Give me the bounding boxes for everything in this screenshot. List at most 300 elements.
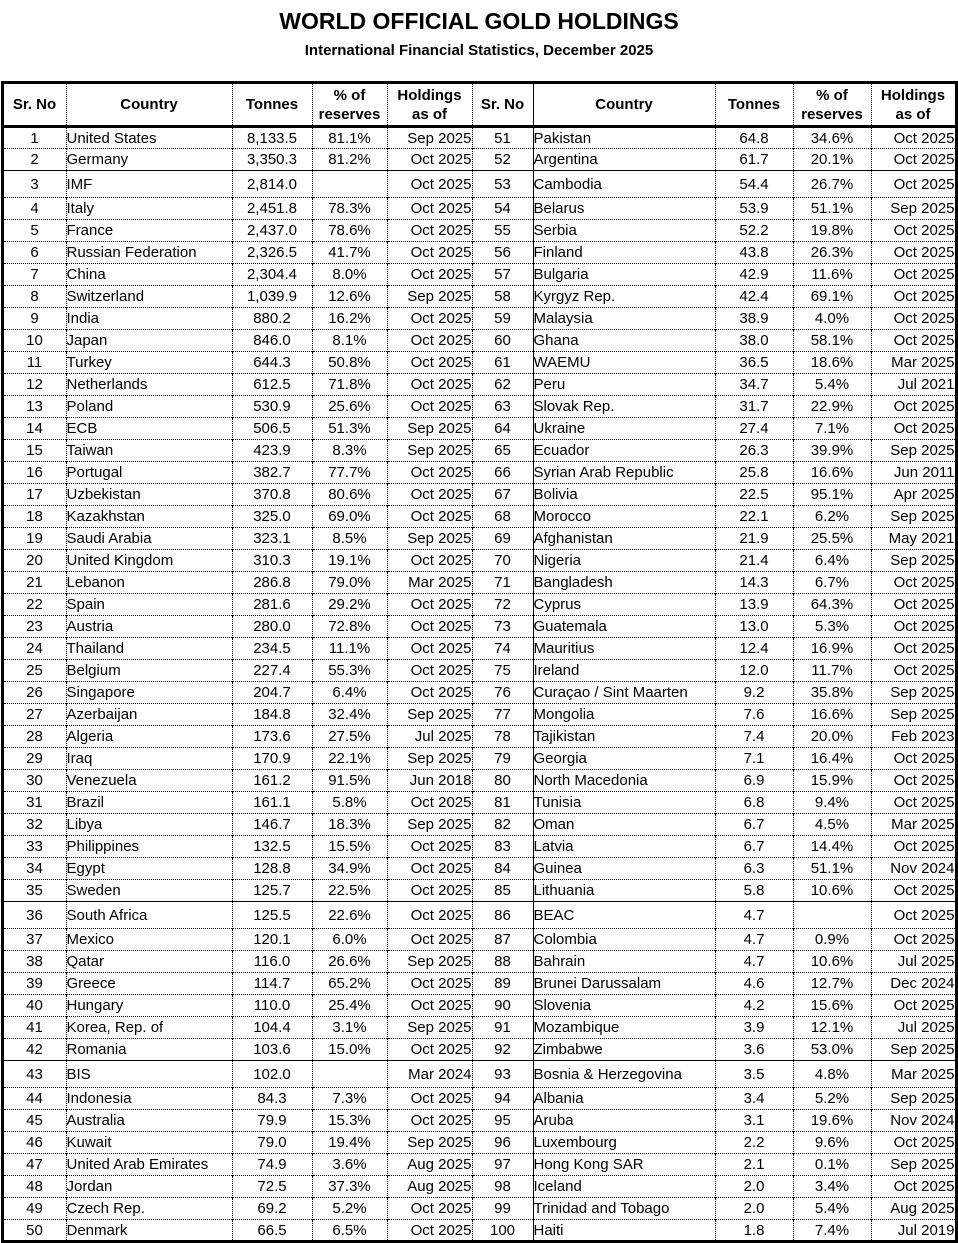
country-cell: Azerbaijan [66, 704, 232, 726]
as-of-cell: Aug 2025 [387, 1154, 472, 1176]
country-cell: Afghanistan [533, 528, 715, 550]
pct-reserves-cell: 69.0% [312, 506, 387, 528]
tonnes-cell: 132.5 [232, 836, 312, 858]
pct-reserves-cell: 77.7% [312, 462, 387, 484]
pct-reserves-cell: 72.8% [312, 616, 387, 638]
as-of-cell: Oct 2025 [871, 770, 956, 792]
pct-reserves-cell [793, 902, 871, 929]
sr-no-cell: 89 [472, 973, 533, 995]
tonnes-cell: 3.9 [715, 1017, 793, 1039]
country-cell: Georgia [533, 748, 715, 770]
as-of-cell: Oct 2025 [871, 127, 956, 149]
pct-reserves-cell: 7.3% [312, 1088, 387, 1110]
as-of-cell: Jul 2025 [871, 951, 956, 973]
country-cell: Aruba [533, 1110, 715, 1132]
pct-reserves-cell: 6.5% [312, 1220, 387, 1242]
as-of-cell: Mar 2025 [871, 352, 956, 374]
tonnes-cell: 12.0 [715, 660, 793, 682]
tonnes-cell: 26.3 [715, 440, 793, 462]
pct-reserves-cell: 10.6% [793, 951, 871, 973]
table-row [2, 572, 956, 594]
tonnes-cell: 6.7 [715, 836, 793, 858]
sr-no-cell: 30 [2, 770, 66, 792]
header-country-left [66, 83, 232, 127]
pct-reserves-cell: 15.6% [793, 995, 871, 1017]
as-of-cell: Nov 2024 [871, 1110, 956, 1132]
as-of-cell: Oct 2025 [871, 286, 956, 308]
sr-no-cell: 13 [2, 396, 66, 418]
sr-no-cell: 97 [472, 1154, 533, 1176]
sr-no-cell: 72 [472, 594, 533, 616]
table-row [2, 1198, 956, 1220]
country-cell: Trinidad and Tobago [533, 1198, 715, 1220]
tonnes-cell: 184.8 [232, 704, 312, 726]
as-of-cell: Oct 2025 [871, 880, 956, 902]
pct-reserves-cell: 6.0% [312, 929, 387, 951]
as-of-cell: Oct 2025 [387, 308, 472, 330]
country-cell: Guatemala [533, 616, 715, 638]
header-pct-reserves-right [793, 83, 871, 127]
as-of-cell: Sep 2025 [387, 814, 472, 836]
country-cell: India [66, 308, 232, 330]
as-of-cell: Oct 2025 [387, 330, 472, 352]
sr-no-cell: 92 [472, 1039, 533, 1061]
pct-reserves-cell: 16.4% [793, 748, 871, 770]
sr-no-cell: 93 [472, 1061, 533, 1088]
pct-reserves-cell: 7.1% [793, 418, 871, 440]
pct-reserves-cell: 4.0% [793, 308, 871, 330]
table-row [2, 374, 956, 396]
sr-no-cell: 98 [472, 1176, 533, 1198]
pct-reserves-cell: 69.1% [793, 286, 871, 308]
sr-no-cell: 100 [472, 1220, 533, 1242]
table-row [2, 1132, 956, 1154]
country-cell: Mexico [66, 929, 232, 951]
country-cell: Tunisia [533, 792, 715, 814]
table-row [2, 638, 956, 660]
as-of-cell: Oct 2025 [871, 418, 956, 440]
pct-reserves-cell: 65.2% [312, 973, 387, 995]
table-row [2, 902, 956, 929]
sr-no-cell: 40 [2, 995, 66, 1017]
country-cell: Zimbabwe [533, 1039, 715, 1061]
as-of-cell: Sep 2025 [871, 440, 956, 462]
country-cell: Korea, Rep. of [66, 1017, 232, 1039]
header-label: as of [411, 105, 447, 123]
pct-reserves-cell: 81.1% [312, 127, 387, 149]
country-cell: Luxembourg [533, 1132, 715, 1154]
country-cell: Qatar [66, 951, 232, 973]
sr-no-cell: 21 [2, 572, 66, 594]
as-of-cell: Oct 2025 [387, 1198, 472, 1220]
tonnes-cell: 6.8 [715, 792, 793, 814]
pct-reserves-cell: 11.6% [793, 264, 871, 286]
sr-no-cell: 4 [2, 198, 66, 220]
sr-no-cell: 84 [472, 858, 533, 880]
as-of-cell: Oct 2025 [387, 198, 472, 220]
tonnes-cell: 3.6 [715, 1039, 793, 1061]
pct-reserves-cell: 5.2% [312, 1198, 387, 1220]
tonnes-cell: 8,133.5 [232, 127, 312, 149]
sr-no-cell: 9 [2, 308, 66, 330]
country-cell: Syrian Arab Republic [533, 462, 715, 484]
sr-no-cell: 61 [472, 352, 533, 374]
country-cell: Germany [66, 149, 232, 171]
tonnes-cell: 2.0 [715, 1198, 793, 1220]
header-label: Holdings [397, 86, 462, 104]
sr-no-cell: 33 [2, 836, 66, 858]
as-of-cell: Oct 2025 [387, 616, 472, 638]
tonnes-cell: 2,437.0 [232, 220, 312, 242]
sr-no-cell: 54 [472, 198, 533, 220]
sr-no-cell: 24 [2, 638, 66, 660]
country-cell: Latvia [533, 836, 715, 858]
tonnes-cell: 42.9 [715, 264, 793, 286]
tonnes-cell: 6.9 [715, 770, 793, 792]
country-cell: BEAC [533, 902, 715, 929]
tonnes-cell: 161.1 [232, 792, 312, 814]
as-of-cell: Jul 2019 [871, 1220, 956, 1242]
country-cell: Mozambique [533, 1017, 715, 1039]
country-cell: Taiwan [66, 440, 232, 462]
table-row [2, 1039, 956, 1061]
tonnes-cell: 1.8 [715, 1220, 793, 1242]
pct-reserves-cell: 5.4% [793, 1198, 871, 1220]
country-cell: Bolivia [533, 484, 715, 506]
pct-reserves-cell: 55.3% [312, 660, 387, 682]
table-row [2, 149, 956, 171]
country-cell: Malaysia [533, 308, 715, 330]
tonnes-cell: 114.7 [232, 973, 312, 995]
sr-no-cell: 6 [2, 242, 66, 264]
as-of-cell: Oct 2025 [387, 995, 472, 1017]
sr-no-cell: 10 [2, 330, 66, 352]
country-cell: Japan [66, 330, 232, 352]
table-row [2, 286, 956, 308]
country-cell: Curaçao / Sint Maarten [533, 682, 715, 704]
sr-no-cell: 99 [472, 1198, 533, 1220]
as-of-cell: Oct 2025 [871, 242, 956, 264]
tonnes-cell: 612.5 [232, 374, 312, 396]
pct-reserves-cell: 12.6% [312, 286, 387, 308]
as-of-cell: Oct 2025 [387, 1039, 472, 1061]
tonnes-cell: 370.8 [232, 484, 312, 506]
as-of-cell: Oct 2025 [387, 374, 472, 396]
as-of-cell: Oct 2025 [871, 792, 956, 814]
pct-reserves-cell: 16.6% [793, 704, 871, 726]
sr-no-cell: 1 [2, 127, 66, 149]
pct-reserves-cell: 20.1% [793, 149, 871, 171]
tonnes-cell: 281.6 [232, 594, 312, 616]
pct-reserves-cell: 6.4% [312, 682, 387, 704]
tonnes-cell: 22.1 [715, 506, 793, 528]
as-of-cell: Sep 2025 [387, 440, 472, 462]
sr-no-cell: 88 [472, 951, 533, 973]
tonnes-cell: 79.0 [232, 1132, 312, 1154]
header-label: Tonnes [245, 96, 299, 113]
table-row [2, 440, 956, 462]
pct-reserves-cell: 4.8% [793, 1061, 871, 1088]
sr-no-cell: 62 [472, 374, 533, 396]
pct-reserves-cell: 81.2% [312, 149, 387, 171]
pct-reserves-cell: 15.0% [312, 1039, 387, 1061]
table-row [2, 858, 956, 880]
pct-reserves-cell: 12.7% [793, 973, 871, 995]
country-cell: Ecuador [533, 440, 715, 462]
sr-no-cell: 2 [2, 149, 66, 171]
country-cell: Lithuania [533, 880, 715, 902]
as-of-cell: Oct 2025 [387, 220, 472, 242]
country-cell: United Kingdom [66, 550, 232, 572]
table-row [2, 1061, 956, 1088]
pct-reserves-cell: 16.2% [312, 308, 387, 330]
sr-no-cell: 52 [472, 149, 533, 171]
pct-reserves-cell: 80.6% [312, 484, 387, 506]
sr-no-cell: 15 [2, 440, 66, 462]
as-of-cell: Sep 2025 [871, 1039, 956, 1061]
pct-reserves-cell: 16.6% [793, 462, 871, 484]
country-cell: Bangladesh [533, 572, 715, 594]
table-row [2, 352, 956, 374]
sr-no-cell: 43 [2, 1061, 66, 1088]
country-cell: Bulgaria [533, 264, 715, 286]
tonnes-cell: 3,350.3 [232, 149, 312, 171]
country-cell: Hungary [66, 995, 232, 1017]
as-of-cell: Apr 2025 [871, 484, 956, 506]
table-row [2, 484, 956, 506]
tonnes-cell: 325.0 [232, 506, 312, 528]
tonnes-cell: 3.4 [715, 1088, 793, 1110]
as-of-cell: Oct 2025 [387, 638, 472, 660]
as-of-cell: Oct 2025 [387, 396, 472, 418]
table-row [2, 973, 956, 995]
as-of-cell: Mar 2025 [871, 814, 956, 836]
tonnes-cell: 423.9 [232, 440, 312, 462]
tonnes-cell: 146.7 [232, 814, 312, 836]
country-cell: Spain [66, 594, 232, 616]
pct-reserves-cell: 53.0% [793, 1039, 871, 1061]
tonnes-cell: 103.6 [232, 1039, 312, 1061]
tonnes-cell: 530.9 [232, 396, 312, 418]
tonnes-cell: 69.2 [232, 1198, 312, 1220]
country-cell: Cyprus [533, 594, 715, 616]
pct-reserves-cell: 39.9% [793, 440, 871, 462]
pct-reserves-cell: 8.1% [312, 330, 387, 352]
tonnes-cell: 42.4 [715, 286, 793, 308]
as-of-cell: Oct 2025 [387, 836, 472, 858]
country-cell: France [66, 220, 232, 242]
country-cell: Guinea [533, 858, 715, 880]
country-cell: Czech Rep. [66, 1198, 232, 1220]
country-cell: Venezuela [66, 770, 232, 792]
sr-no-cell: 71 [472, 572, 533, 594]
sr-no-cell: 16 [2, 462, 66, 484]
pct-reserves-cell: 10.6% [793, 880, 871, 902]
pct-reserves-cell: 11.7% [793, 660, 871, 682]
country-cell: United Arab Emirates [66, 1154, 232, 1176]
tonnes-cell: 9.2 [715, 682, 793, 704]
pct-reserves-cell: 71.8% [312, 374, 387, 396]
page-subtitle: International Financial Statistics, December 2025 [304, 42, 654, 59]
pct-reserves-cell: 29.2% [312, 594, 387, 616]
pct-reserves-cell: 32.4% [312, 704, 387, 726]
tonnes-cell: 104.4 [232, 1017, 312, 1039]
country-cell: Uzbekistan [66, 484, 232, 506]
sr-no-cell: 20 [2, 550, 66, 572]
tonnes-cell: 3.5 [715, 1061, 793, 1088]
pct-reserves-cell: 25.4% [312, 995, 387, 1017]
tonnes-cell: 116.0 [232, 951, 312, 973]
sr-no-cell: 32 [2, 814, 66, 836]
country-cell: Slovak Rep. [533, 396, 715, 418]
as-of-cell: Mar 2025 [387, 572, 472, 594]
as-of-cell: Oct 2025 [871, 149, 956, 171]
pct-reserves-cell: 19.4% [312, 1132, 387, 1154]
pct-reserves-cell: 26.3% [793, 242, 871, 264]
country-cell: Peru [533, 374, 715, 396]
sr-no-cell: 78 [472, 726, 533, 748]
table-row [2, 770, 956, 792]
as-of-cell: Feb 2023 [871, 726, 956, 748]
sr-no-cell: 56 [472, 242, 533, 264]
sr-no-cell: 42 [2, 1039, 66, 1061]
as-of-cell: Sep 2025 [387, 528, 472, 550]
sr-no-cell: 26 [2, 682, 66, 704]
as-of-cell: Oct 2025 [387, 880, 472, 902]
sr-no-cell: 23 [2, 616, 66, 638]
as-of-cell: Sep 2025 [387, 1132, 472, 1154]
sr-no-cell: 87 [472, 929, 533, 951]
as-of-cell: May 2021 [871, 528, 956, 550]
page-title: WORLD OFFICIAL GOLD HOLDINGS [279, 8, 679, 34]
table-row [2, 308, 956, 330]
pct-reserves-cell: 58.1% [793, 330, 871, 352]
pct-reserves-cell: 19.8% [793, 220, 871, 242]
header-holdings-as-of-right [871, 83, 956, 127]
sr-no-cell: 39 [2, 973, 66, 995]
sr-no-cell: 47 [2, 1154, 66, 1176]
pct-reserves-cell: 26.7% [793, 171, 871, 198]
pct-reserves-cell: 8.5% [312, 528, 387, 550]
pct-reserves-cell: 5.3% [793, 616, 871, 638]
pct-reserves-cell: 3.6% [312, 1154, 387, 1176]
as-of-cell: Sep 2025 [871, 550, 956, 572]
as-of-cell: Jun 2011 [871, 462, 956, 484]
country-cell: Sweden [66, 880, 232, 902]
as-of-cell: Dec 2024 [871, 973, 956, 995]
pct-reserves-cell: 7.4% [793, 1220, 871, 1242]
table-row [2, 1176, 956, 1198]
as-of-cell: Oct 2025 [387, 902, 472, 929]
sr-no-cell: 17 [2, 484, 66, 506]
pct-reserves-cell: 9.6% [793, 1132, 871, 1154]
sr-no-cell: 41 [2, 1017, 66, 1039]
table-row [2, 1154, 956, 1176]
tonnes-cell: 227.4 [232, 660, 312, 682]
country-cell: Greece [66, 973, 232, 995]
table-row [2, 418, 956, 440]
country-cell: Pakistan [533, 127, 715, 149]
sr-no-cell: 86 [472, 902, 533, 929]
sr-no-cell: 28 [2, 726, 66, 748]
table-row [2, 1088, 956, 1110]
sr-no-cell: 85 [472, 880, 533, 902]
tonnes-cell: 2,304.4 [232, 264, 312, 286]
country-cell: Algeria [66, 726, 232, 748]
as-of-cell: Oct 2025 [871, 836, 956, 858]
as-of-cell: Aug 2025 [387, 1176, 472, 1198]
pct-reserves-cell: 37.3% [312, 1176, 387, 1198]
pct-reserves-cell: 18.3% [312, 814, 387, 836]
header-tonnes-right [715, 83, 793, 127]
tonnes-cell: 6.7 [715, 814, 793, 836]
country-cell: Belgium [66, 660, 232, 682]
sr-no-cell: 65 [472, 440, 533, 462]
header-label: Sr. No [12, 96, 57, 113]
sr-no-cell: 83 [472, 836, 533, 858]
tonnes-cell: 4.7 [715, 929, 793, 951]
as-of-cell: Oct 2025 [871, 220, 956, 242]
country-cell: Turkey [66, 352, 232, 374]
pct-reserves-cell: 3.1% [312, 1017, 387, 1039]
pct-reserves-cell: 78.3% [312, 198, 387, 220]
country-cell: Mongolia [533, 704, 715, 726]
sr-no-cell: 44 [2, 1088, 66, 1110]
as-of-cell: Oct 2025 [387, 171, 472, 198]
pct-reserves-cell: 26.6% [312, 951, 387, 973]
tonnes-cell: 310.3 [232, 550, 312, 572]
tonnes-cell: 5.8 [715, 880, 793, 902]
country-cell: Italy [66, 198, 232, 220]
country-cell: Mauritius [533, 638, 715, 660]
sr-no-cell: 58 [472, 286, 533, 308]
sr-no-cell: 82 [472, 814, 533, 836]
as-of-cell: Oct 2025 [387, 1088, 472, 1110]
sr-no-cell: 75 [472, 660, 533, 682]
country-cell: Australia [66, 1110, 232, 1132]
as-of-cell: Mar 2025 [871, 1061, 956, 1088]
tonnes-cell: 120.1 [232, 929, 312, 951]
table-row [2, 880, 956, 902]
as-of-cell: Oct 2025 [871, 1132, 956, 1154]
pct-reserves-cell: 15.3% [312, 1110, 387, 1132]
pct-reserves-cell: 5.4% [793, 374, 871, 396]
table-row [2, 929, 956, 951]
table-row [2, 660, 956, 682]
pct-reserves-cell: 4.5% [793, 814, 871, 836]
sr-no-cell: 51 [472, 127, 533, 149]
pct-reserves-cell: 22.1% [312, 748, 387, 770]
country-cell: Denmark [66, 1220, 232, 1242]
sr-no-cell: 12 [2, 374, 66, 396]
pct-reserves-cell: 6.4% [793, 550, 871, 572]
as-of-cell: Aug 2025 [871, 1198, 956, 1220]
header-label: reserves [801, 105, 863, 123]
as-of-cell: Jul 2025 [871, 1017, 956, 1039]
as-of-cell: Oct 2025 [871, 1176, 956, 1198]
tonnes-cell: 128.8 [232, 858, 312, 880]
table-row [2, 127, 956, 149]
country-cell: Netherlands [66, 374, 232, 396]
sr-no-cell: 45 [2, 1110, 66, 1132]
header-label: Country [120, 96, 178, 113]
pct-reserves-cell: 27.5% [312, 726, 387, 748]
sr-no-cell: 18 [2, 506, 66, 528]
as-of-cell: Oct 2025 [387, 462, 472, 484]
table-row [2, 792, 956, 814]
as-of-cell: Oct 2025 [387, 550, 472, 572]
country-cell: Kazakhstan [66, 506, 232, 528]
